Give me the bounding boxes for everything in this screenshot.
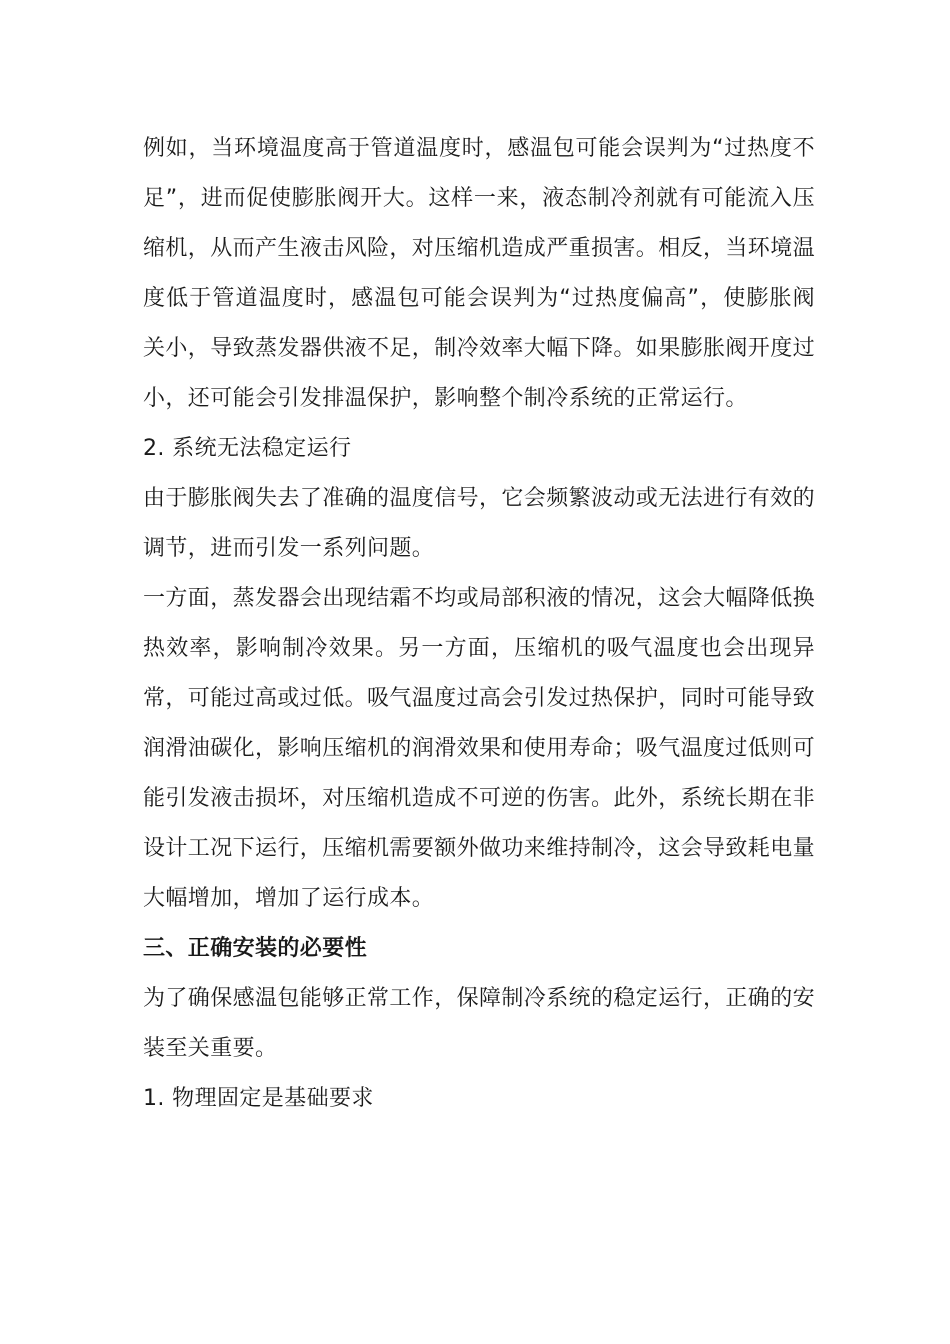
subheading-unstable-operation: 2. 系统无法稳定运行: [143, 436, 352, 461]
section-heading-correct-installation: 三、正确安装的必要性: [143, 936, 368, 961]
subheading-physical-fixing: 1. 物理固定是基础要求: [143, 1086, 374, 1111]
paragraph-valve-signal-loss: 由于膨胀阀失去了准确的温度信号，它会频繁波动或无法进行有效的调节，进而引发一系列问题。: [143, 486, 816, 561]
paragraph-misjudgment-effects: 例如，当环境温度高于管道温度时，感温包可能会误判为“过热度不足”，进而促使膨胀阀开大。这样一来，液态制冷剂就有可能流入压缩机，从而产生液击风险，对压缩机造成严重损害。相反，当环境温度低于管道温度时，感温包可能会误判为“过热度偏高”，使膨胀阀关小，导致蒸发器供液不足，制冷效率大幅下降。如果膨胀阀开度过小，还可能会引发排温保护，影响整个制冷系统的正常运行。: [143, 136, 816, 411]
paragraph-evaporator-compressor-issues: 一方面，蒸发器会出现结霜不均或局部积液的情况，这会大幅降低换热效率，影响制冷效果。另一方面，压缩机的吸气温度也会出现异常，可能过高或过低。吸气温度过高会引发过热保护，同时可能导致润滑油碳化，影响压缩机的润滑效果和使用寿命；吸气温度过低则可能引发液击损坏，对压缩机造成不可逆的伤害。此外，系统长期在非设计工况下运行，压缩机需要额外做功来维持制冷，这会导致耗电量大幅增加，增加了运行成本。: [143, 586, 816, 911]
paragraph-installation-importance: 为了确保感温包能够正常工作，保障制冷系统的稳定运行，正确的安装至关重要。: [143, 986, 816, 1061]
document-page: [143, 124, 815, 1124]
